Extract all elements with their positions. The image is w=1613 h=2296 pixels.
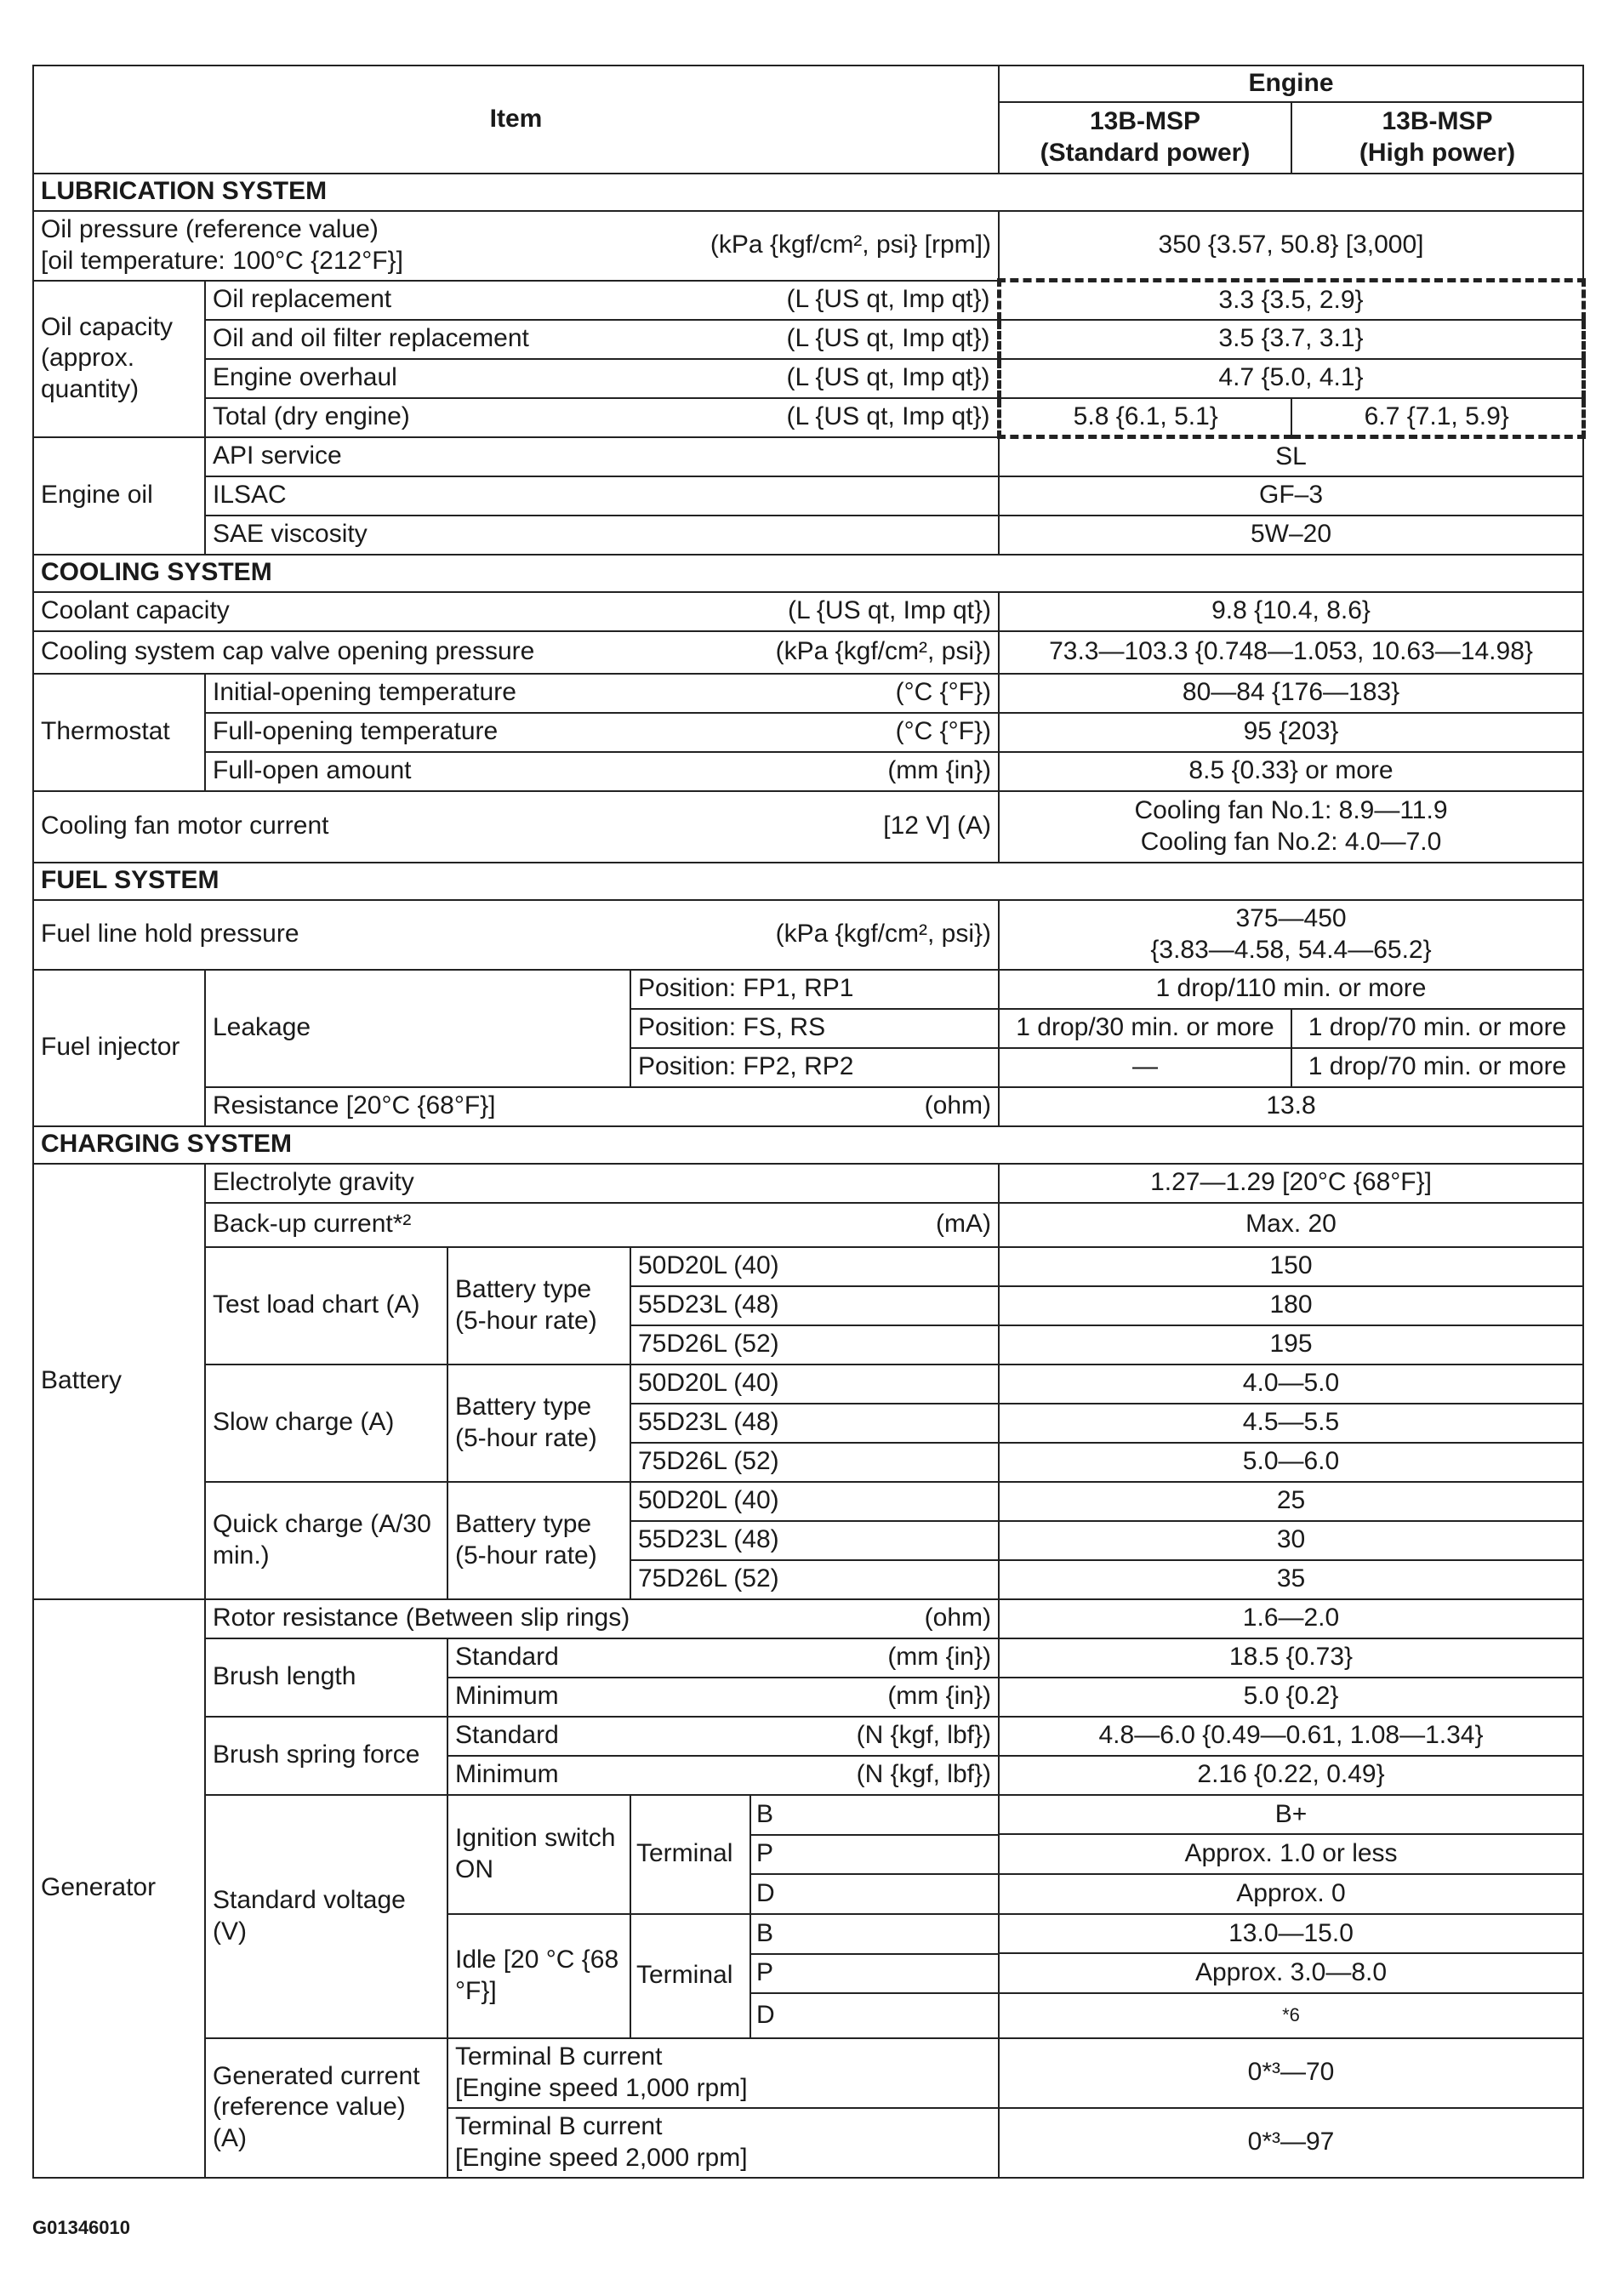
quick-charge-value-2: 30 <box>999 1521 1583 1560</box>
spring-min-value: 2.16 {0.22, 0.49} <box>999 1756 1583 1795</box>
oil-pressure-label: Oil pressure (reference value) [oil temperature: 100°C {212°F}] (kPa {kgf/cm², psi} [rpm]) <box>33 211 999 281</box>
idle-terminal-p: P <box>750 1954 998 1993</box>
backup-current-row: Back-up current*² (mA) <box>205 1203 999 1247</box>
oil-filter-replacement-value: 3.5 {3.7, 3.1} <box>999 320 1583 359</box>
current-2000-row: Terminal B current [Engine speed 2,000 rpm] <box>447 2108 999 2178</box>
ignition-on-label: Ignition switch ON <box>447 1795 630 1914</box>
total-dry-high-value: 6.7 {7.1, 5.9} <box>1291 398 1583 437</box>
fuel-section-title: FUEL SYSTEM <box>33 863 1583 900</box>
figure-id: G01346010 <box>32 2217 130 2238</box>
idle-b-value: 13.0—15.0 <box>999 1914 1583 1954</box>
oil-replacement-value: 3.3 {3.5, 2.9} <box>999 281 1583 320</box>
sae-viscosity-value: 5W–20 <box>999 516 1583 555</box>
charging-section-title: CHARGING SYSTEM <box>33 1126 1583 1164</box>
battery-model-3: 75D26L (52) <box>630 1443 999 1482</box>
pos-fp1-value: 1 drop/110 min. or more <box>999 970 1583 1009</box>
ilsac-value: GF–3 <box>999 476 1583 516</box>
idle-terminal-b: B <box>750 1915 998 1954</box>
pos-fs-label: Position: FS, RS <box>630 1009 999 1048</box>
fan-current-value: Cooling fan No.1: 8.9—11.9 Cooling fan No.2: 4.0—7.0 <box>999 791 1583 863</box>
cap-valve-row: Cooling system cap valve opening pressure (kPa {kgf/cm², psi}) <box>33 631 999 674</box>
initial-opening-row: Initial-opening temperature (°C {°F}) <box>205 674 999 713</box>
engine-oil-label: Engine oil <box>33 437 205 555</box>
ign-terminal-b: B <box>750 1796 998 1835</box>
electrolyte-label: Electrolyte gravity <box>205 1164 999 1203</box>
idle-terminal-d: D <box>756 2000 775 2029</box>
battery-type-label: Battery type (5-hour rate) <box>447 1482 630 1599</box>
current-2000-value: 0*³—97 <box>999 2108 1583 2178</box>
test-load-value-2: 180 <box>999 1286 1583 1325</box>
electrolyte-value: 1.27—1.29 [20°C {68°F}] <box>999 1164 1583 1203</box>
generator-label: Generator <box>33 1599 205 2178</box>
ign-p-value: Approx. 1.0 or less <box>999 1834 1583 1874</box>
idle-label: Idle [20 °C {68 °F}] <box>447 1914 630 2038</box>
battery-model-1: 50D20L (40) <box>630 1364 999 1404</box>
current-1000-value: 0*³—70 <box>999 2038 1583 2108</box>
spring-std-value: 4.8—6.0 {0.49—0.61, 1.08—1.34} <box>999 1717 1583 1756</box>
api-service-value: SL <box>999 437 1583 476</box>
oil-filter-replacement-row: Oil and oil filter replacement (L {US qt, Imp qt}) <box>205 320 999 359</box>
hold-pressure-value: 375—450 {3.83—4.58, 54.4—65.2} <box>999 900 1583 970</box>
ign-terminal-d: D <box>756 1878 775 1907</box>
battery-model-2: 55D23L (48) <box>630 1286 999 1325</box>
brush-std-row: Standard (mm {in}) <box>447 1638 999 1678</box>
battery-model-3: 75D26L (52) <box>630 1325 999 1364</box>
ign-terminal-p: P <box>750 1835 998 1874</box>
pos-fp2-label: Position: FP2, RP2 <box>630 1048 999 1087</box>
ign-b-value: B+ <box>999 1795 1583 1835</box>
idle-terminal-group <box>630 1914 999 2038</box>
brush-std-value: 18.5 {0.73} <box>999 1638 1583 1678</box>
total-dry-std-value: 5.8 {6.1, 5.1} <box>999 398 1291 437</box>
test-load-label: Test load chart (A) <box>205 1247 447 1364</box>
item-header: Item <box>33 66 999 174</box>
slow-charge-value-1: 4.0—5.0 <box>999 1364 1583 1404</box>
quick-charge-value-1: 25 <box>999 1482 1583 1521</box>
idle-terminal-subtable <box>631 1915 998 2037</box>
spring-std-row: Standard (N {kgf, lbf}) <box>447 1717 999 1756</box>
full-open-amount-row: Full-open amount (mm {in}) <box>205 752 999 791</box>
cap-valve-value: 73.3—103.3 {0.748—1.053, 10.63—14.98} <box>999 631 1583 674</box>
high-power-header: 13B-MSP (High power) <box>1291 102 1583 174</box>
oil-capacity-label: Oil capacity (approx. quantity) <box>33 281 205 437</box>
full-open-amount-value: 8.5 {0.33} or more <box>999 752 1583 791</box>
fuel-injector-label: Fuel injector <box>33 970 205 1126</box>
battery-model-1: 50D20L (40) <box>630 1247 999 1286</box>
brush-min-value: 5.0 {0.2} <box>999 1678 1583 1717</box>
coolant-capacity-value: 9.8 {10.4, 8.6} <box>999 592 1583 631</box>
total-dry-row: Total (dry engine) (L {US qt, Imp qt}) <box>205 398 999 437</box>
current-1000-row: Terminal B current [Engine speed 1,000 rpm] <box>447 2038 999 2108</box>
std-voltage-label: Standard voltage (V) <box>205 1795 447 2038</box>
rotor-resistance-row: Rotor resistance (Between slip rings) (ohm) <box>205 1599 999 1638</box>
fan-current-row: Cooling fan motor current [12 V] (A) <box>33 791 999 863</box>
spring-min-row: Minimum (N {kgf, lbf}) <box>447 1756 999 1795</box>
initial-opening-value: 80—84 {176—183} <box>999 674 1583 713</box>
thermostat-label: Thermostat <box>33 674 205 791</box>
pos-fp1-label: Position: FP1, RP1 <box>630 970 999 1009</box>
test-load-value-1: 150 <box>999 1247 1583 1286</box>
cooling-section-title: COOLING SYSTEM <box>33 555 1583 592</box>
brush-min-row: Minimum (mm {in}) <box>447 1678 999 1717</box>
ign-terminal-group <box>630 1795 999 1914</box>
brush-length-label: Brush length <box>205 1638 447 1717</box>
battery-type-label: Battery type (5-hour rate) <box>447 1247 630 1364</box>
hold-pressure-row: Fuel line hold pressure (kPa {kgf/cm², psi}) <box>33 900 999 970</box>
quick-charge-value-3: 35 <box>999 1560 1583 1599</box>
pos-fp2-high-value: 1 drop/70 min. or more <box>1291 1048 1583 1087</box>
gen-current-label: Generated current (reference value) (A) <box>205 2038 447 2178</box>
injector-resistance-value: 13.8 <box>999 1087 1583 1126</box>
oil-replacement-row: Oil replacement (L {US qt, Imp qt}) <box>205 281 999 320</box>
pos-fs-high-value: 1 drop/70 min. or more <box>1291 1009 1583 1048</box>
oil-pressure-value: 350 {3.57, 50.8} [3,000] <box>999 211 1583 281</box>
battery-label: Battery <box>33 1164 205 1599</box>
idle-terminal-label: Terminal <box>631 1915 750 2037</box>
rotor-resistance-value: 1.6—2.0 <box>999 1599 1583 1638</box>
slow-charge-value-3: 5.0—6.0 <box>999 1443 1583 1482</box>
battery-type-label: Battery type (5-hour rate) <box>447 1364 630 1482</box>
battery-model-1: 50D20L (40) <box>630 1482 999 1521</box>
sae-viscosity-label: SAE viscosity <box>205 516 999 555</box>
idle-d-value: *6 <box>999 1993 1583 2038</box>
pos-fs-std-value: 1 drop/30 min. or more <box>999 1009 1291 1048</box>
spec-table <box>32 65 1586 2179</box>
ign-terminal-label: Terminal <box>631 1796 750 1913</box>
battery-model-3: 75D26L (52) <box>630 1560 999 1599</box>
engine-overhaul-row: Engine overhaul (L {US qt, Imp qt}) <box>205 359 999 398</box>
pos-fp2-std-value: — <box>999 1048 1291 1087</box>
lubrication-section-title: LUBRICATION SYSTEM <box>33 174 1583 211</box>
full-opening-row: Full-opening temperature (°C {°F}) <box>205 713 999 752</box>
engine-overhaul-value: 4.7 {5.0, 4.1} <box>999 359 1583 398</box>
battery-model-2: 55D23L (48) <box>630 1521 999 1560</box>
backup-current-value: Max. 20 <box>999 1203 1583 1247</box>
ign-terminal-subtable <box>631 1796 998 1913</box>
std-power-header: 13B-MSP (Standard power) <box>999 102 1291 174</box>
leakage-label: Leakage <box>205 970 630 1087</box>
ilsac-label: ILSAC <box>205 476 999 516</box>
coolant-capacity-row: Coolant capacity (L {US qt, Imp qt}) <box>33 592 999 631</box>
slow-charge-value-2: 4.5—5.5 <box>999 1404 1583 1443</box>
api-service-label: API service <box>205 437 999 476</box>
engine-header: Engine <box>999 66 1583 102</box>
battery-model-2: 55D23L (48) <box>630 1404 999 1443</box>
quick-charge-label: Quick charge (A/30 min.) <box>205 1482 447 1599</box>
injector-resistance-row: Resistance [20°C {68°F}] (ohm) <box>205 1087 999 1126</box>
slow-charge-label: Slow charge (A) <box>205 1364 447 1482</box>
idle-p-value: Approx. 3.0—8.0 <box>999 1953 1583 1993</box>
full-opening-value: 95 {203} <box>999 713 1583 752</box>
test-load-value-3: 195 <box>999 1325 1583 1364</box>
ign-d-value: Approx. 0 <box>999 1874 1583 1914</box>
brush-spring-label: Brush spring force <box>205 1717 447 1795</box>
